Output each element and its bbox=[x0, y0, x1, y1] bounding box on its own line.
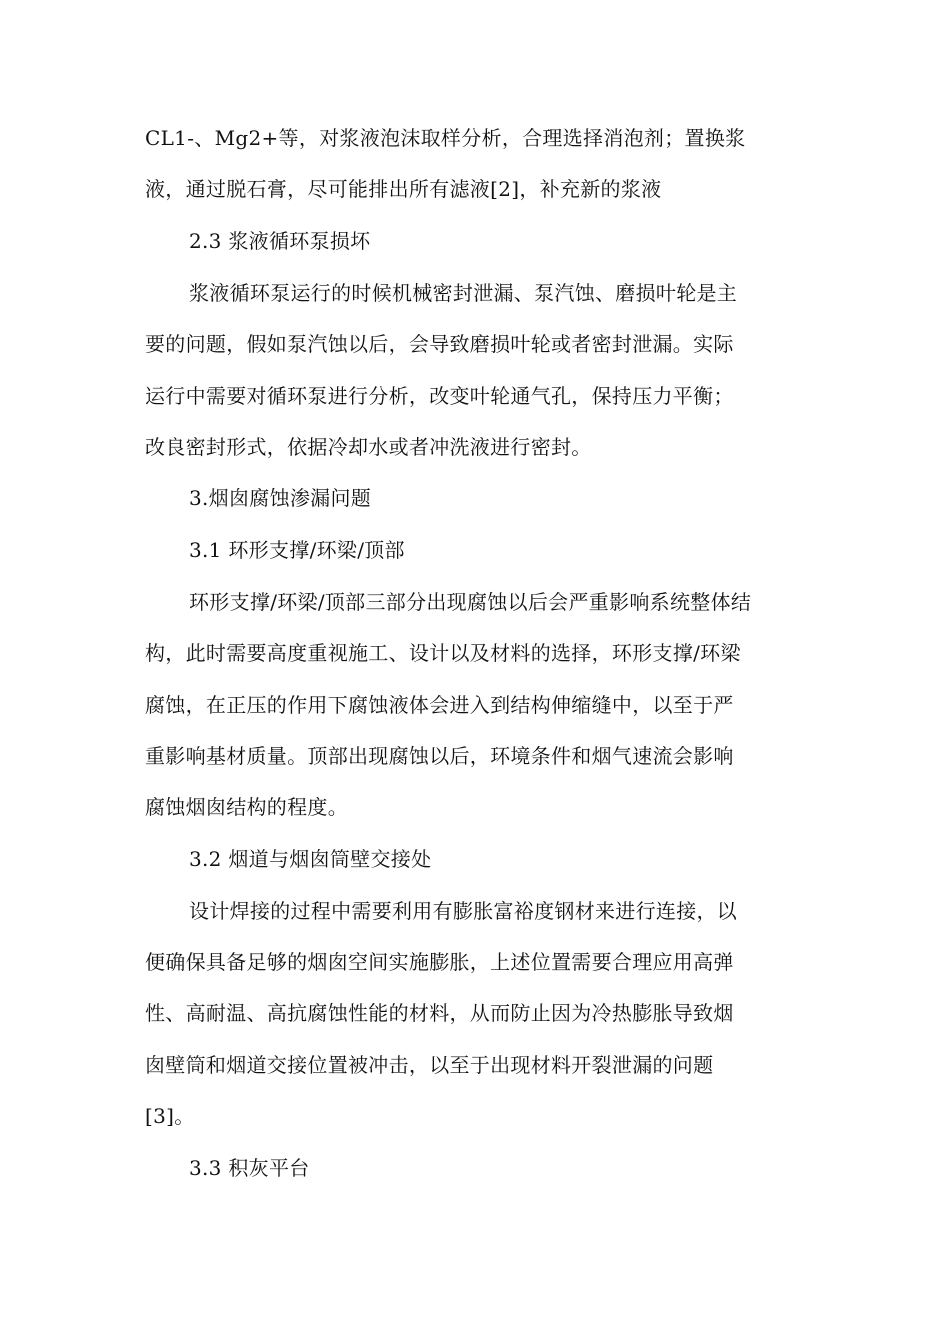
body-text-line: 构，此时需要高度重视施工、设计以及材料的选择，环形支撑/环梁 bbox=[145, 641, 741, 665]
body-text-line: 性、高耐温、高抗腐蚀性能的材料，从而防止因为冷热膨胀导致烟 bbox=[145, 1001, 734, 1025]
body-text-line: 重影响基材质量。顶部出现腐蚀以后，环境条件和烟气速流会影响 bbox=[145, 744, 734, 768]
body-text-line: 改良密封形式，依据冷却水或者冲洗液进行密封。 bbox=[145, 435, 592, 459]
body-text-line: 腐蚀，在正压的作用下腐蚀液体会进入到结构伸缩缝中，以至于严 bbox=[145, 693, 734, 717]
section-heading-3-3: 3.3 积灰平台 bbox=[189, 1156, 310, 1180]
body-text-line: 便确保具备足够的烟囱空间实施膨胀，上述位置需要合理应用高弹 bbox=[145, 950, 734, 974]
body-text-line: 运行中需要对循环泵进行分析，改变叶轮通气孔，保持压力平衡； bbox=[145, 384, 734, 408]
section-heading-3-1: 3.1 环形支撑/环梁/顶部 bbox=[189, 538, 405, 562]
paragraph-first-line: 浆液循环泵运行的时候机械密封泄漏、泵汽蚀、磨损叶轮是主 bbox=[189, 281, 738, 305]
body-text-line: 囱壁筒和烟道交接位置被冲击，以至于出现材料开裂泄漏的问题 bbox=[145, 1053, 714, 1077]
section-heading-2-3: 2.3 浆液循环泵损坏 bbox=[189, 229, 371, 253]
paragraph-first-line: 环形支撑/环梁/顶部三部分出现腐蚀以后会严重影响系统整体结 bbox=[189, 590, 752, 614]
body-text-line: CL1-、Mg2+等，对浆液泡沫取样分析，合理选择消泡剂；置换浆 bbox=[145, 126, 746, 150]
section-heading-3: 3.烟囱腐蚀渗漏问题 bbox=[189, 486, 372, 510]
section-heading-3-2: 3.2 烟道与烟囱筒壁交接处 bbox=[189, 847, 432, 871]
body-text-line: 液，通过脱石膏，尽可能排出所有滤液[2]，补充新的浆液 bbox=[145, 177, 662, 201]
body-text-line: 要的问题，假如泵汽蚀以后，会导致磨损叶轮或者密封泄漏。实际 bbox=[145, 332, 734, 356]
paragraph-first-line: 设计焊接的过程中需要利用有膨胀富裕度钢材来进行连接，以 bbox=[189, 899, 738, 923]
body-text-line: 腐蚀烟囱结构的程度。 bbox=[145, 795, 348, 819]
body-text-line: [3]。 bbox=[145, 1104, 195, 1128]
